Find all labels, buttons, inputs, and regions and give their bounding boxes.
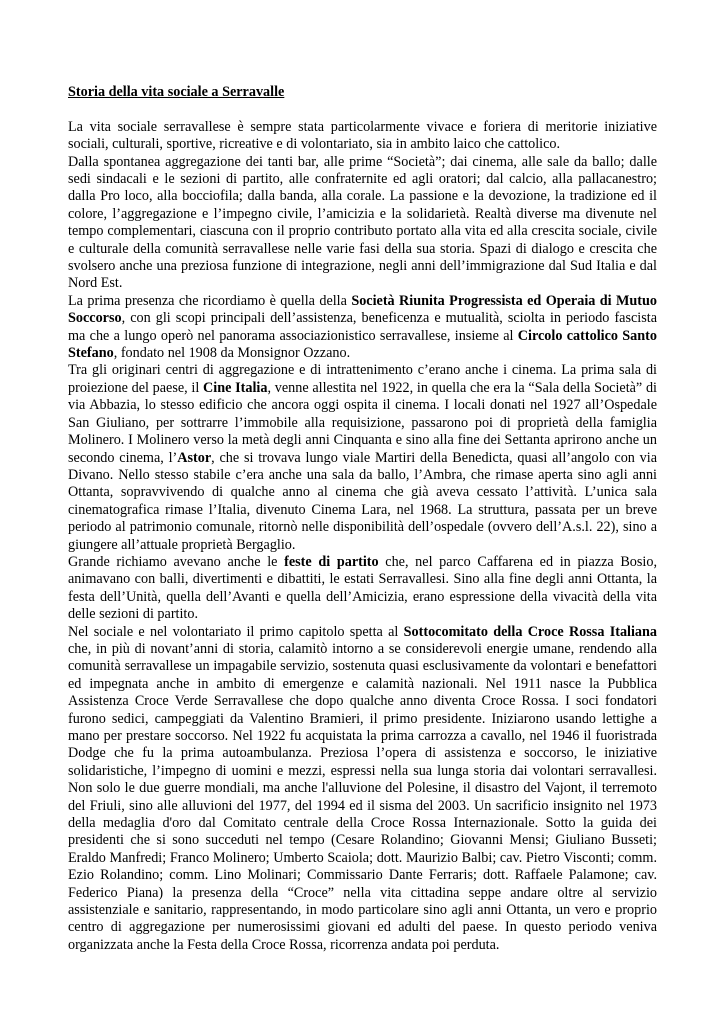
text-run: Nel sociale e nel volontariato il primo capitolo spetta al	[68, 623, 404, 640]
document-page	[68, 84, 657, 954]
text-run: La prima presenza che ricordiamo è quella della	[68, 292, 352, 309]
bold-croce-rossa: Sottocomitato della Croce Rossa Italiana	[403, 623, 657, 640]
paragraph-feste-partito	[68, 554, 657, 624]
text-run: , con gli scopi principali dell’assistenza, beneficenza e mutualità, sciolta in periodo fascista ma che a lungo operò nel panorama associazionistico serravallese, insieme al	[68, 310, 657, 344]
text-run: Grande richiamo avevano anche le	[68, 553, 285, 570]
text-run: , che si trovava lungo viale Martiri della Benedicta, quasi all’angolo con via Divano. Nello stesso stabile c’era anche una sala da ballo, l’Ambra, che rimase aperta sino agli anni Ottanta, sopravvivendo di qualche anno al cinema che già aveva cessato l’attività. L’unica sala cinematografica rimase l’Italia, divenuto Cinema Lara, nel 1968. La struttura, passata per un breve periodo al patrimonio comunale, ritornò nelle disponibilità dell’ospedale (ovvero dell’A.s.l. 22), sino a giungere all’attuale proprietà Bergaglio.	[68, 449, 657, 553]
document-title: Storia della vita sociale a Serravalle	[68, 84, 285, 100]
text-run: Tra gli originari centri di aggregazione e di intrattenimento c’erano anche i cinema. La prima sala di proiezione del paese, il	[68, 362, 657, 396]
bold-cine-italia: Cine Italia	[203, 379, 268, 396]
paragraph-croce-rossa	[68, 624, 657, 955]
paragraph-aggregation: Dalla spontanea aggregazione dei tanti bar, alle prime “Società”; dai cinema, alle sale da ballo; dalle sedi sindacali e le sezioni di partito, alle confraternite ed agli oratori; dal calcio, alla pallacanestro; dalla Pro loco, alla bocciofila; dalla banda, alla corale. La passione e la devozione, la tradizione ed il colore, l’aggregazione e l’impegno civile, l’amicizia e la solidarietà. Realtà diverse ma divenute nel tempo complementari, ciascuna con il proprio contributo portato alla vita ed alla crescita sociale, civile e culturale della comunità serravallese nelle varie fasi della sua storia. Spazi di dialogo e crescita che svolsero anche una preziosa funzione di integrazione, negli anni dell’immigrazione dal Sud Italia e dal Nord Est.	[68, 153, 657, 292]
paragraph-intro: La vita sociale serravallese è sempre stata particolarmente vivace e foriera di meritorie iniziative sociali, culturali, sportive, ricreative e di volontariato, sia in ambito laico che cattolico.	[68, 118, 657, 153]
text-run: che, in più di novant’anni di storia, calamitò intorno a se considerevoli energie umane, rendendo alla comunità serravallese un impagabile servizio, sostenuta quasi esclusivamente da volontari e benefattori ed impegnata anche in ambito di emergenze e calamità nazionali. Nel 1911 nasce la Pubblica Assistenza Croce Verde Serravallese che dopo qualche anno diventa Croce Rossa. I soci fondatori furono sedici, campeggiati da Valentino Bramieri, il primo presidente. Iniziarono usando lettighe a mano per prestare soccorso. Nel 1922 fu acquistata la prima carrozza a cavallo, nel 1946 il fuoristrada Dodge che fu la prima autoambulanza. Preziosa l’opera di assistenza e soccorso, le iniziative solidaristiche, l’impegno di uomini e mezzi, espressi nella sua lunga storia dai volontari serravallesi. Non solo le due guerre mondiali, ma anche l'alluvione del Polesine, il disastro del Vajont, il terremoto del Friuli, sino alle alluvioni del 1977, del 1994 ed il sisma del 2003. Un sacrificio insignito nel 1973 della medaglia d'oro dal Comitato centrale della Croce Rossa Internazionale. Sotto la guida dei presidenti che si sono succeduti nel tempo (Cesare Rolandino; Giovanni Mensi; Giuliano Busseti; Eraldo Manfredi; Franco Molinero; Umberto Scaiola; dott. Maurizio Balbi; cav. Pietro Visconti; comm. Ezio Rolandino; comm. Lino Molinari; Commissario Dante Ferraris; dott. Raffaele Palamone; cav. Federico Piana) la presenza della “Croce” nella vita cittadina seppe andare oltre al servizio assistenziale e sanitario, rappresentando, in modo particolare sino agli anni Ottanta, un vero e proprio centro di aggregazione per numerosissimi giovani ed adulti del paese. In questo periodo veniva organizzata anche la Festa della Croce Rossa, ricorrenza andata poi perduta.	[68, 640, 657, 953]
text-run: , fondato nel 1908 da Monsignor Ozzano.	[113, 345, 351, 362]
bold-feste-di-partito: feste di partito	[284, 553, 379, 570]
bold-circolo-cattolico: Circolo cattolico Santo Stefano	[68, 327, 657, 362]
text-run: che, nel parco Caffarena ed in piazza Bosio, animavano con balli, divertimenti e dibattiti, le estati Serravallesi. Sino alla fine degli anni Ottanta, la festa dell’Unità, quella dell’Avanti e quella dell’Amicizia, erano espressione della vivacità della vita delle sezioni di partito.	[68, 553, 657, 623]
bold-societa-riunita: Società Riunita Progressista ed Operaia di Mutuo Soccorso	[68, 292, 657, 327]
text-run: , venne allestita nel 1922, in quella che era la “Sala della Società” di via Abbazia, lo stesso edificio che ancora oggi ospita il cinema. I locali donati nel 1927 all’Ospedale San Giuliano, per sottrarre l’immobile alla requisizione, passarono poi di proprietà della famiglia Molinero. I Molinero verso la metà degli anni Cinquanta e sino alla fine dei Settanta aprirono anche un secondo cinema, l’	[68, 379, 657, 466]
paragraph-societa-riunita	[68, 293, 657, 363]
bold-astor: Astor	[177, 449, 212, 466]
paragraph-cinema	[68, 362, 657, 553]
